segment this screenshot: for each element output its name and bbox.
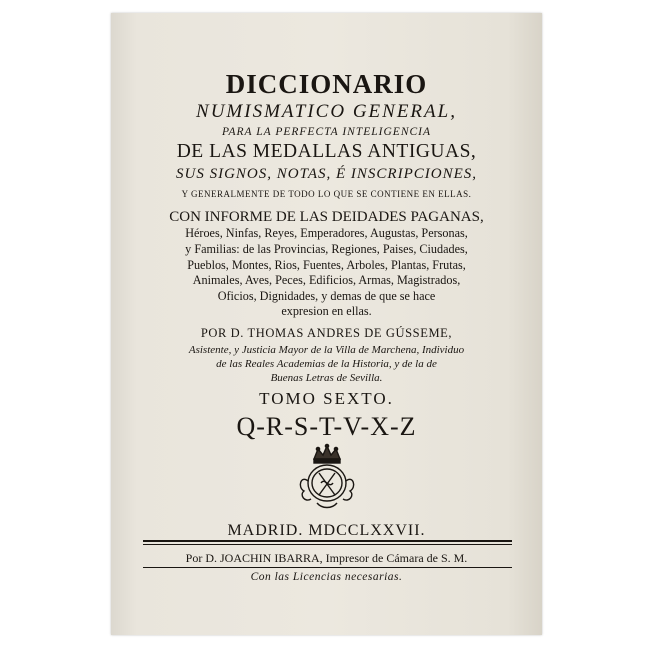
author-byline: POR D. THOMAS ANDRES DE GÚSSEME, — [200, 326, 453, 340]
imprint-printer: Por D. JOACHIN IBARRA, Impresor de Cámara de S. M. — [185, 551, 468, 565]
author-title-2: de las Reales Academias de la Historia, y de la de — [216, 358, 437, 370]
title-page — [111, 13, 542, 635]
body-line-7: expresion en ellas. — [281, 304, 372, 318]
divider-rule-thin — [143, 544, 512, 545]
body-line-6: Oficios, Dignidades, y demas de que se hace — [217, 289, 436, 303]
divider-rule-lower — [143, 567, 512, 568]
title-subtitle: NUMISMATICO GENERAL, — [196, 101, 457, 122]
imprint-license: Con las Licencias necesarias. — [250, 571, 403, 583]
volume-label: TOMO SEXTO. — [259, 389, 394, 408]
title-line-3: PARA LA PERFECTA INTELIGENCIA — [221, 126, 432, 138]
body-line-2: Héroes, Ninfas, Reyes, Emperadores, Augustas, Personas, — [185, 226, 468, 240]
author-title-3: Buenas Letras de Sevilla. — [270, 372, 383, 384]
title-line-6: Y GENERALMENTE DE TODO LO QUE SE CONTIENE EN ELLAS. — [181, 189, 472, 199]
title-main: DICCIONARIO — [225, 69, 428, 99]
volume-letters: Q-R-S-T-V-X-Z — [236, 412, 417, 441]
divider-rule — [143, 540, 512, 542]
imprint-place-date: MADRID. MDCCLXXVII. — [227, 522, 426, 539]
body-line-3: y Familias: de las Provincias, Regiones, Paises, Ciudades, — [185, 242, 468, 256]
body-line-1: CON INFORME DE LAS DEIDADES PAGANAS, — [169, 209, 484, 225]
title-line-4: DE LAS MEDALLAS ANTIGUAS, — [176, 141, 477, 162]
body-line-4: Pueblos, Montes, Rios, Fuentes, Arboles, Plantas, Frutas, — [187, 258, 466, 272]
body-line-5: Animales, Aves, Peces, Edificios, Armas, Magistrados, — [192, 273, 461, 287]
crowned-monogram-crest-icon — [287, 443, 367, 511]
title-line-5: SUS SIGNOS, NOTAS, É INSCRIPCIONES, — [176, 166, 477, 182]
author-title-1: Asistente, y Justicia Mayor de la Villa de Marchena, Individuo — [188, 344, 465, 356]
